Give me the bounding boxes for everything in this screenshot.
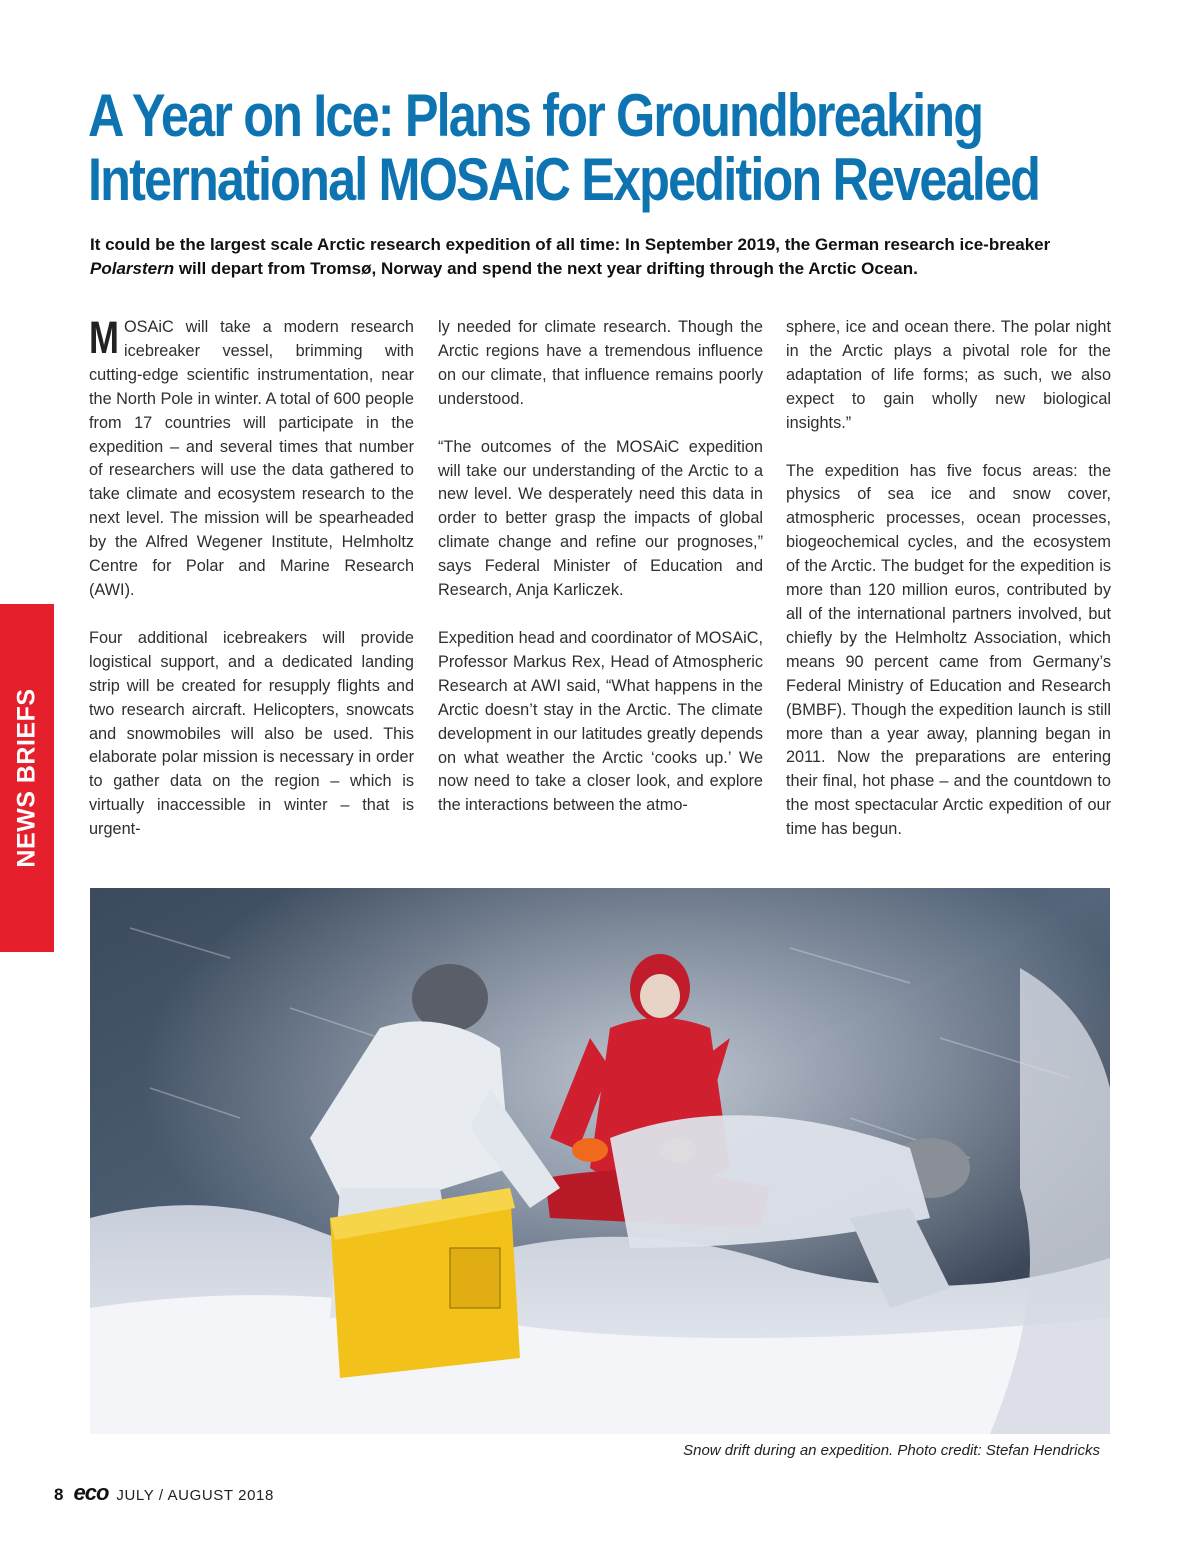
article-column-2 bbox=[438, 316, 763, 842]
article-column-1 bbox=[89, 312, 414, 866]
page-footer bbox=[54, 1480, 274, 1506]
paragraph-5: The expedition has five focus areas: the physics of sea ice and snow cover, atmospheric processes, ocean processes, biogeochemical cycles, and the ecosystem of the Arctic. The budget for the expedition is more than 120 million euros, contributed by all of the international partners involved, but chiefly by the Helmholtz Association, which means 90 percent came from Germany’s Federal Ministry of Education and Research (BMBF). Though the expedition launch is still more than a year away, planning began in 2011. Now the preparations are entering their final, hot phase – and the countdown to the most spectacular Arctic expedition of our time has begun. bbox=[786, 461, 1111, 839]
article-title-line-2: International MOSAiC Expedition Revealed bbox=[88, 146, 1040, 213]
deck-vessel-name: Polarstern bbox=[90, 259, 175, 278]
drop-cap: M bbox=[89, 312, 119, 363]
magazine-logo: eco bbox=[73, 1480, 109, 1505]
paragraph-1-text: OSAiC will take a modern research icebreaker vessel, brimming with cutting-edge scientific instrumentation, near the North Pole in winter. A total of 600 people from 17 countries will participate in the expedition – and several times that number of researchers will use the data gathered to take climate and ecosystem research to the next level. The mission will be spearheaded by the Alfred Wegener Institute, Helmholtz Centre for Polar and Marine Research (AWI). bbox=[89, 318, 414, 599]
page-number: 8 bbox=[54, 1485, 64, 1504]
article-title bbox=[88, 82, 1040, 213]
deck-text-1: It could be the largest scale Arctic research expedition of all time: In September 2019, the German research ice-breaker bbox=[90, 235, 1051, 254]
paragraph-2: Four additional icebreakers will provide logistical support, and a dedicated landing strip will be created for resupply flights and two research aircraft. Helicopters, snowcats and snowmobiles will also be used. This elaborate polar mission is necessary in order to gather data on the region – which is virtually inaccessible in winter – that is urgent- bbox=[89, 628, 414, 839]
expedition-photo bbox=[90, 888, 1110, 1434]
section-tab bbox=[0, 604, 54, 952]
paragraph-3: “The outcomes of the MOSAiC expedition will take our understanding of the Arctic to a new level. We desperately need this data in order to better grasp the impacts of global climate change and refine our prognoses,” says Federal Minister of Education and Research, Anja Karliczek. bbox=[438, 437, 763, 600]
expedition-photo-illustration bbox=[90, 888, 1110, 1434]
paragraph-2-continued: ly needed for climate research. Though the Arctic regions have a tremendous influence on our climate, that influence remains poorly understood. bbox=[438, 318, 763, 408]
issue-date: JULY / AUGUST 2018 bbox=[116, 1487, 274, 1504]
photo-caption: Snow drift during an expedition. Photo credit: Stefan Hendricks bbox=[683, 1442, 1100, 1459]
article-deck bbox=[90, 233, 1110, 281]
article-column-3 bbox=[786, 316, 1111, 866]
yellow-case-illustration bbox=[330, 1188, 520, 1378]
deck-text-2: will depart from Tromsø, Norway and spend the next year drifting through the Arctic Ocean. bbox=[174, 259, 918, 278]
section-tab-label: NEWS BRIEFS bbox=[12, 688, 41, 868]
article-title-line-1: A Year on Ice: Plans for Groundbreaking bbox=[88, 82, 983, 149]
paragraph-4: Expedition head and coordinator of MOSAiC, Professor Markus Rex, Head of Atmospheric Research at AWI said, “What happens in the Arctic doesn’t stay in the Arctic. The climate development in our latitudes greatly depends on what weather the Arctic ‘cooks up.’ We now need to take a closer look, and explore the interactions between the atmo- bbox=[438, 628, 763, 815]
paragraph-4-continued: sphere, ice and ocean there. The polar night in the Arctic plays a pivotal role for the adaptation of life forms; as such, we also expect to gain wholly new biological insights.” bbox=[786, 318, 1111, 432]
paragraph-1 bbox=[89, 312, 414, 603]
